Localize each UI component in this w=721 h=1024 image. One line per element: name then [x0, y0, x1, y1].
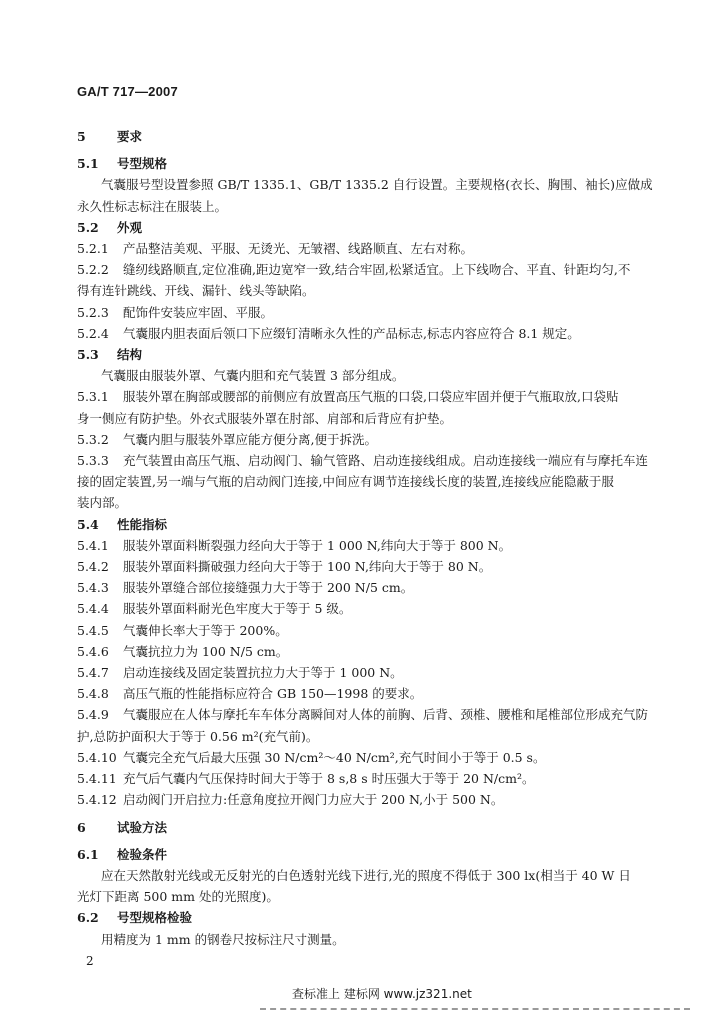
- clause-text: 气囊服内胆表面后领口下应缀钉清晰永久性的产品标志,标志内容应符合 8.1 规定。: [123, 325, 580, 341]
- clause-number: 5.2.4: [77, 325, 109, 341]
- clause-item: [77, 302, 637, 323]
- subsection-heading: [77, 907, 637, 928]
- subsection-title: 性能指标: [117, 516, 168, 532]
- clause-number: 5.2.2: [77, 262, 109, 278]
- clause-item: [77, 620, 637, 641]
- clause-text: 服装外罩面料耐光色牢度大于等于 5 级。: [123, 601, 352, 617]
- clause-item: [77, 238, 637, 259]
- clause-text: 服装外罩面料断裂强力经向大于等于 1 000 N,纬向大于等于 800 N。: [123, 537, 512, 553]
- paragraph-continuation: 身一侧应有防护垫。外衣式服装外罩在肘部、肩部和后背应有护垫。: [77, 410, 453, 426]
- subsection-heading: [77, 344, 637, 365]
- section-heading: [77, 817, 637, 838]
- clause-number: 5.2.1: [77, 241, 109, 257]
- footer-rule: [260, 1008, 690, 1010]
- subsection-number: 6.2: [77, 910, 99, 926]
- subsection-number: 5.4: [77, 516, 99, 532]
- clause-number: 5.4.3: [77, 580, 109, 596]
- clause-item: [77, 747, 637, 768]
- paragraph-line: 应在天然散射光线或无反射光的白色透射光线下进行,光的照度不得低于 300 lx(相当于 40 W 日: [101, 867, 631, 883]
- subsection-heading: [77, 217, 637, 238]
- clause-text: 服装外罩缝合部位接缝强力大于等于 200 N/5 cm。: [123, 580, 414, 596]
- subsection-title: 检验条件: [117, 846, 168, 862]
- paragraph-continuation: 光灯下距离 500 mm 处的光照度)。: [77, 889, 279, 905]
- clause-item: [77, 259, 637, 280]
- paragraph-line: 气囊服由服装外罩、气囊内胆和充气装置 3 部分组成。: [101, 368, 405, 384]
- subsection-number: 5.1: [77, 156, 99, 172]
- paragraph-continuation: 装内部。: [77, 495, 128, 511]
- clause-number: 5.4.4: [77, 601, 109, 617]
- clause-number: 5.4.10: [77, 749, 117, 765]
- clause-text: 充气后气囊内气压保持时间大于等于 8 s,8 s 时压强大于等于 20 N/cm²。: [123, 771, 535, 787]
- clause-text: 气囊抗拉力为 100 N/5 cm。: [123, 643, 289, 659]
- paragraph-line: 气囊服号型设置参照 GB/T 1335.1、GB/T 1335.2 自行设置。主要规格(衣长、胸围、袖长)应做成: [101, 177, 653, 193]
- clause-text: 启动连接线及固定装置抗拉力大于等于 1 000 N。: [123, 665, 403, 681]
- clause-item: [77, 577, 637, 598]
- clause-text: 配饰件安装应牢固、平服。: [123, 304, 274, 320]
- subsection-title: 号型规格检验: [117, 910, 193, 926]
- clause-number: 5.3.1: [77, 389, 109, 405]
- section-number: 5: [77, 129, 86, 144]
- clause-item: [77, 323, 637, 344]
- clause-text: 启动阀门开启拉力:任意角度拉开阀门力应大于 200 N,小于 500 N。: [123, 792, 504, 808]
- subsection-title: 号型规格: [117, 156, 168, 172]
- clause-text: 服装外罩面料撕破强力经向大于等于 100 N,纬向大于等于 80 N。: [123, 559, 492, 575]
- clause-text: 充气装置由高压气瓶、启动阀门、输气管路、启动连接线组成。启动连接线一端应有与摩托车连: [123, 453, 649, 469]
- clause-number: 5.4.6: [77, 643, 109, 659]
- clause-number: 5.3.3: [77, 453, 109, 469]
- clause-text: 气囊伸长率大于等于 200%。: [123, 622, 288, 638]
- paragraph-continuation: 永久性标志标注在服装上。: [77, 198, 228, 214]
- paragraph-continuation: 护,总防护面积大于等于 0.56 m²(充气前)。: [77, 728, 319, 744]
- clause-item: [77, 768, 637, 789]
- clause-item: [77, 641, 637, 662]
- clause-item: [77, 386, 637, 407]
- clause-item: [77, 683, 637, 704]
- clause-number: 5.4.2: [77, 559, 109, 575]
- clause-number: 5.4.11: [77, 771, 117, 787]
- document-body: [77, 120, 653, 950]
- clause-number: 5.4.9: [77, 707, 109, 723]
- paragraph-line: 用精度为 1 mm 的钢卷尺按标注尺寸测量。: [101, 931, 345, 947]
- subsection-number: 6.1: [77, 846, 99, 862]
- subsection-number: 5.3: [77, 347, 99, 363]
- clause-item: [77, 662, 637, 683]
- subsection-heading: [77, 844, 637, 865]
- subsection-title: 外观: [117, 219, 143, 235]
- clause-text: 气囊服应在人体与摩托车车体分离瞬间对人体的前胸、后背、颈椎、腰椎和尾椎部位形成充气防: [123, 707, 649, 723]
- clause-text: 高压气瓶的性能指标应符合 GB 150—1998 的要求。: [123, 686, 423, 702]
- paragraph-continuation: 接的固定装置,另一端与气瓶的启动阀门连接,中间应有调节连接线长度的装置,连接线应能隐蔽于服: [77, 474, 614, 490]
- section-number: 6: [77, 819, 86, 835]
- clause-item: [77, 598, 637, 619]
- section-title: 试验方法: [117, 819, 168, 835]
- standard-code-header: GA/T 717—2007: [77, 84, 178, 99]
- clause-text: 缝纫线路顺直,定位准确,距边宽窄一致,结合牢固,松紧适宜。上下线吻合、平直、针距均匀,不: [123, 262, 631, 278]
- section-heading: [77, 126, 637, 147]
- clause-text: 气囊内胆与服装外罩应能方便分离,便于拆洗。: [123, 431, 377, 447]
- clause-number: 5.4.5: [77, 622, 109, 638]
- subsection-heading: [77, 153, 637, 174]
- clause-text: 产品整洁美观、平服、无烫光、无皱褶、线路顺直、左右对称。: [123, 241, 474, 257]
- page-number: 2: [86, 954, 94, 968]
- clause-item: [77, 556, 637, 577]
- clause-item: [77, 429, 637, 450]
- clause-number: 5.4.12: [77, 792, 117, 808]
- subsection-number: 5.2: [77, 219, 99, 235]
- clause-text: 气囊完全充气后最大压强 30 N/cm²～40 N/cm²,充气时间小于等于 0.5 s。: [123, 749, 546, 765]
- clause-item: [77, 789, 637, 810]
- clause-item: [77, 450, 649, 471]
- clause-item: [77, 535, 637, 556]
- subsection-heading: [77, 514, 637, 535]
- clause-text: 服装外罩在胸部或腰部的前侧应有放置高压气瓶的口袋,口袋应牢固并便于气瓶取放,口袋贴: [123, 389, 619, 405]
- paragraph-continuation: 得有连针跳线、开线、漏针、线头等缺陷。: [77, 283, 315, 299]
- section-title: 要求: [117, 129, 143, 144]
- clause-item: [77, 704, 649, 725]
- footer-watermark-text: 查标准上 建标网 www.jz321.net: [292, 987, 472, 1001]
- clause-number: 5.4.8: [77, 686, 109, 702]
- subsection-title: 结构: [117, 347, 143, 363]
- clause-number: 5.3.2: [77, 431, 109, 447]
- clause-number: 5.2.3: [77, 304, 109, 320]
- clause-number: 5.4.1: [77, 537, 109, 553]
- clause-number: 5.4.7: [77, 665, 109, 681]
